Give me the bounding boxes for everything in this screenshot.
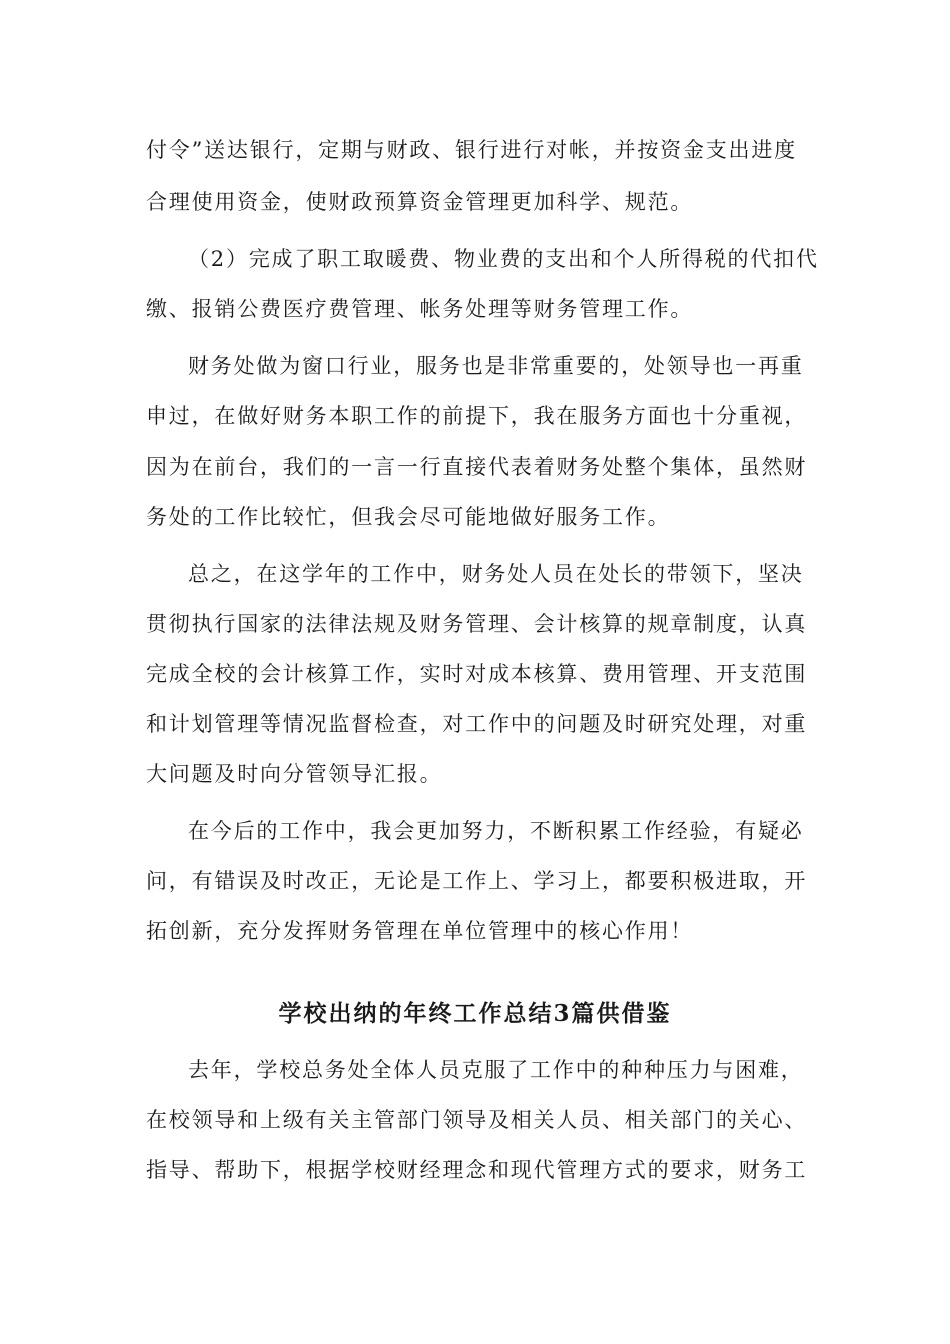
text-line: 总之，在这学年的工作中，财务处人员在处长的带领下，坚决 xyxy=(188,562,804,586)
paragraph-3-line-1 xyxy=(0,340,950,392)
paragraph-6-line-3 xyxy=(0,1144,950,1196)
paragraph-6-line-1 xyxy=(0,1044,950,1096)
paragraph-4-line-5 xyxy=(0,748,950,800)
paragraph-3-line-4 xyxy=(0,491,950,543)
paragraph-4-line-4 xyxy=(0,698,950,750)
text-line: 在校领导和上级有关主管部门领导及相关人员、相关部门的关心、 xyxy=(146,1108,808,1132)
paragraph-4-line-3 xyxy=(0,648,950,700)
paragraph-4-line-2 xyxy=(0,598,950,650)
text-line: 问，有错误及时改正，无论是工作上、学习上，都要积极进取，开 xyxy=(146,869,808,893)
text-line: 拓创新，充分发挥财务管理在单位管理中的核心作用！ xyxy=(146,919,694,943)
paragraph-2-line-2 xyxy=(0,283,950,335)
text-line: 贯彻执行国家的法律法规及财务管理、会计核算的规章制度，认真 xyxy=(146,612,808,636)
paragraph-4-line-1 xyxy=(0,548,950,600)
text-line: 在今后的工作中，我会更加努力，不断积累工作经验，有疑必 xyxy=(188,819,804,843)
text-line: 大问题及时向分管领导汇报。 xyxy=(146,762,443,786)
text-line: 指导、帮助下，根据学校财经理念和现代管理方式的要求，财务工 xyxy=(146,1158,808,1182)
section-heading: 学校出纳的年终工作总结3篇供借鉴 xyxy=(278,1000,672,1027)
text-line: 缴、报销公费医疗费管理、帐务处理等财务管理工作。 xyxy=(146,297,694,321)
paragraph-5-line-3 xyxy=(0,905,950,957)
paragraph-1-line-2 xyxy=(0,176,950,228)
paragraph-2-line-1 xyxy=(0,233,950,285)
paragraph-5-line-2 xyxy=(0,855,950,907)
text-line: 和计划管理等情况监督检查，对工作中的问题及时研究处理，对重 xyxy=(146,712,808,736)
text-line: （2）完成了职工取暖费、物业费的支出和个人所得税的代扣代 xyxy=(188,247,819,271)
paragraph-1-line-1 xyxy=(0,124,950,176)
text-line: 完成全校的会计核算工作，实时对成本核算、费用管理、开支范围 xyxy=(146,662,808,686)
text-line: 付令”送达银行，定期与财政、银行进行对帐，并按资金支出进度 xyxy=(146,138,797,162)
text-line: 因为在前台，我们的一言一行直接代表着财务处整个集体，虽然财 xyxy=(146,455,808,479)
paragraph-5-line-1 xyxy=(0,805,950,857)
paragraph-3-line-3 xyxy=(0,441,950,493)
text-line: 申过，在做好财务本职工作的前提下，我在服务方面也十分重视， xyxy=(146,404,808,428)
text-line: 务处的工作比较忙，但我会尽可能地做好服务工作。 xyxy=(146,505,671,529)
paragraph-3-line-2 xyxy=(0,390,950,442)
text-line: 去年，学校总务处全体人员克服了工作中的种种压力与困难， xyxy=(188,1058,804,1082)
paragraph-6-line-2 xyxy=(0,1094,950,1146)
text-line: 合理使用资金，使财政预算资金管理更加科学、规范。 xyxy=(146,190,694,214)
text-line: 财务处做为窗口行业，服务也是非常重要的，处领导也一再重 xyxy=(188,354,804,378)
